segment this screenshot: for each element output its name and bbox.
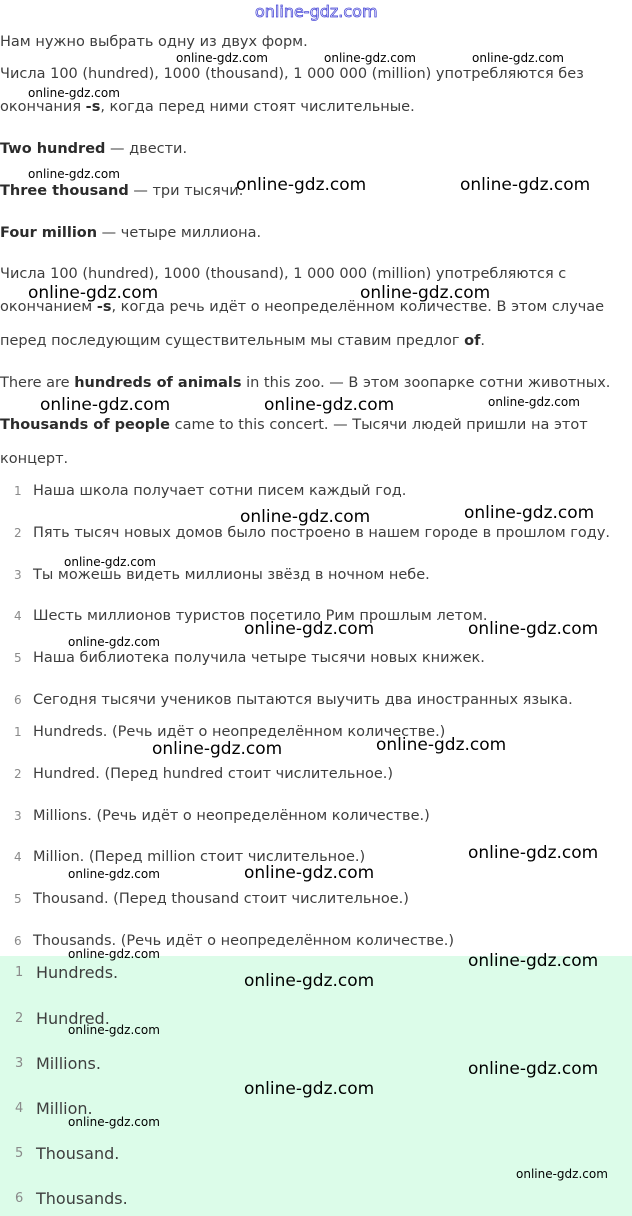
list-item: Ты можешь видеть миллионы звёзд в ночном небе.: [33, 567, 430, 583]
answer-number: 1: [15, 965, 24, 980]
list-number: 4: [14, 609, 22, 623]
answer-number: 6: [15, 1191, 24, 1206]
watermark: online-gdz.com: [324, 51, 416, 65]
answer-number: 4: [15, 1101, 24, 1116]
example-thousands-of-people: Thousands of people came to this concert. — Тысячи людей пришли на этот: [0, 417, 588, 433]
rule1-line1: Числа 100 (hundred), 1000 (thousand), 1 000 000 (million) употребляются без: [0, 66, 584, 82]
example-hundreds-of-animals: There are hundreds of animals in this zoo. — В этом зоопарке сотни животных.: [0, 375, 611, 391]
list-number: 5: [14, 892, 22, 906]
watermark: online-gdz.com: [244, 619, 375, 639]
watermark: online-gdz.com: [468, 1059, 599, 1079]
list-item: Наша школа получает сотни писем каждый год.: [33, 483, 407, 499]
list-item: Million. (Перед million стоит числительное.): [33, 849, 366, 865]
watermark: online-gdz.com: [28, 283, 159, 303]
list-number: 3: [14, 809, 22, 823]
answer-item: Millions.: [36, 1054, 101, 1073]
list-item: Наша библиотека получила четыре тысячи новых книжек.: [33, 650, 485, 666]
rule2-line3: перед последующим существительным мы ставим предлог of.: [0, 333, 485, 349]
watermark: online-gdz.com: [376, 735, 507, 755]
list-item: Hundred. (Перед hundred стоит числительное.): [33, 766, 394, 782]
header-watermark: online-gdz.com: [255, 2, 378, 21]
answer-item: Thousands.: [36, 1189, 128, 1208]
answer-number: 3: [15, 1056, 24, 1071]
answer-number: 2: [15, 1011, 24, 1026]
example-two-hundred: Two hundred — двести.: [0, 141, 188, 157]
watermark: online-gdz.com: [236, 175, 367, 195]
list-item: Сегодня тысячи учеников пытаются выучить два иностранных языка.: [33, 692, 573, 708]
rule2-line2: окончанием -s, когда речь идёт о неопределённом количестве. В этом случае: [0, 299, 605, 315]
list-number: 6: [14, 693, 22, 707]
example-four-million: Four million — четыре миллиона.: [0, 225, 262, 241]
answer-number: 5: [15, 1146, 24, 1161]
watermark: online-gdz.com: [68, 1023, 160, 1037]
list-item: Millions. (Речь идёт о неопределённом количестве.): [33, 808, 430, 824]
watermark: online-gdz.com: [460, 175, 591, 195]
list-item: Thousand. (Перед thousand стоит числительное.): [33, 891, 409, 907]
watermark: online-gdz.com: [244, 971, 375, 991]
answer-item: Thousand.: [36, 1144, 120, 1163]
watermark: online-gdz.com: [244, 1079, 375, 1099]
watermark: online-gdz.com: [28, 86, 120, 100]
watermark: online-gdz.com: [68, 635, 160, 649]
list-number: 1: [14, 484, 22, 498]
list-number: 4: [14, 850, 22, 864]
example-three-thousand: Three thousand — три тысячи.: [0, 183, 244, 199]
list-number: 2: [14, 767, 22, 781]
rule2-line1: Числа 100 (hundred), 1000 (thousand), 1 000 000 (million) употребляются с: [0, 266, 567, 282]
watermark: online-gdz.com: [468, 619, 599, 639]
intro-text: Нам нужно выбрать одну из двух форм.: [0, 34, 308, 50]
list-number: 5: [14, 651, 22, 665]
list-item: Шесть миллионов туристов посетило Рим прошлым летом.: [33, 608, 488, 624]
answer-item: Million.: [36, 1099, 93, 1118]
watermark: online-gdz.com: [360, 283, 491, 303]
watermark: online-gdz.com: [176, 51, 268, 65]
watermark: online-gdz.com: [40, 395, 171, 415]
answer-item: Hundreds.: [36, 963, 119, 982]
list-item: Пять тысяч новых домов было построено в нашем городе в прошлом году.: [33, 525, 611, 541]
watermark: online-gdz.com: [244, 863, 375, 883]
watermark: online-gdz.com: [152, 739, 283, 759]
list-number: 1: [14, 725, 22, 739]
watermark: online-gdz.com: [28, 167, 120, 181]
list-number: 3: [14, 568, 22, 582]
watermark: online-gdz.com: [468, 843, 599, 863]
watermark: online-gdz.com: [68, 947, 160, 961]
example-thousands-of-people-line2: концерт.: [0, 451, 69, 467]
list-item: Thousands. (Речь идёт о неопределённом количестве.): [33, 933, 455, 949]
rule1-line2: окончания -s, когда перед ними стоят числительные.: [0, 99, 415, 115]
watermark: online-gdz.com: [264, 395, 395, 415]
list-number: 6: [14, 934, 22, 948]
watermark: online-gdz.com: [464, 503, 595, 523]
watermark: online-gdz.com: [488, 395, 580, 409]
watermark: online-gdz.com: [64, 555, 156, 569]
watermark: online-gdz.com: [516, 1167, 608, 1181]
list-number: 2: [14, 526, 22, 540]
watermark: online-gdz.com: [68, 1115, 160, 1129]
watermark: online-gdz.com: [68, 867, 160, 881]
answer-item: Hundred.: [36, 1009, 110, 1028]
watermark: online-gdz.com: [468, 951, 599, 971]
watermark: online-gdz.com: [240, 507, 371, 527]
watermark: online-gdz.com: [472, 51, 564, 65]
list-item: Hundreds. (Речь идёт о неопределённом количестве.): [33, 724, 446, 740]
